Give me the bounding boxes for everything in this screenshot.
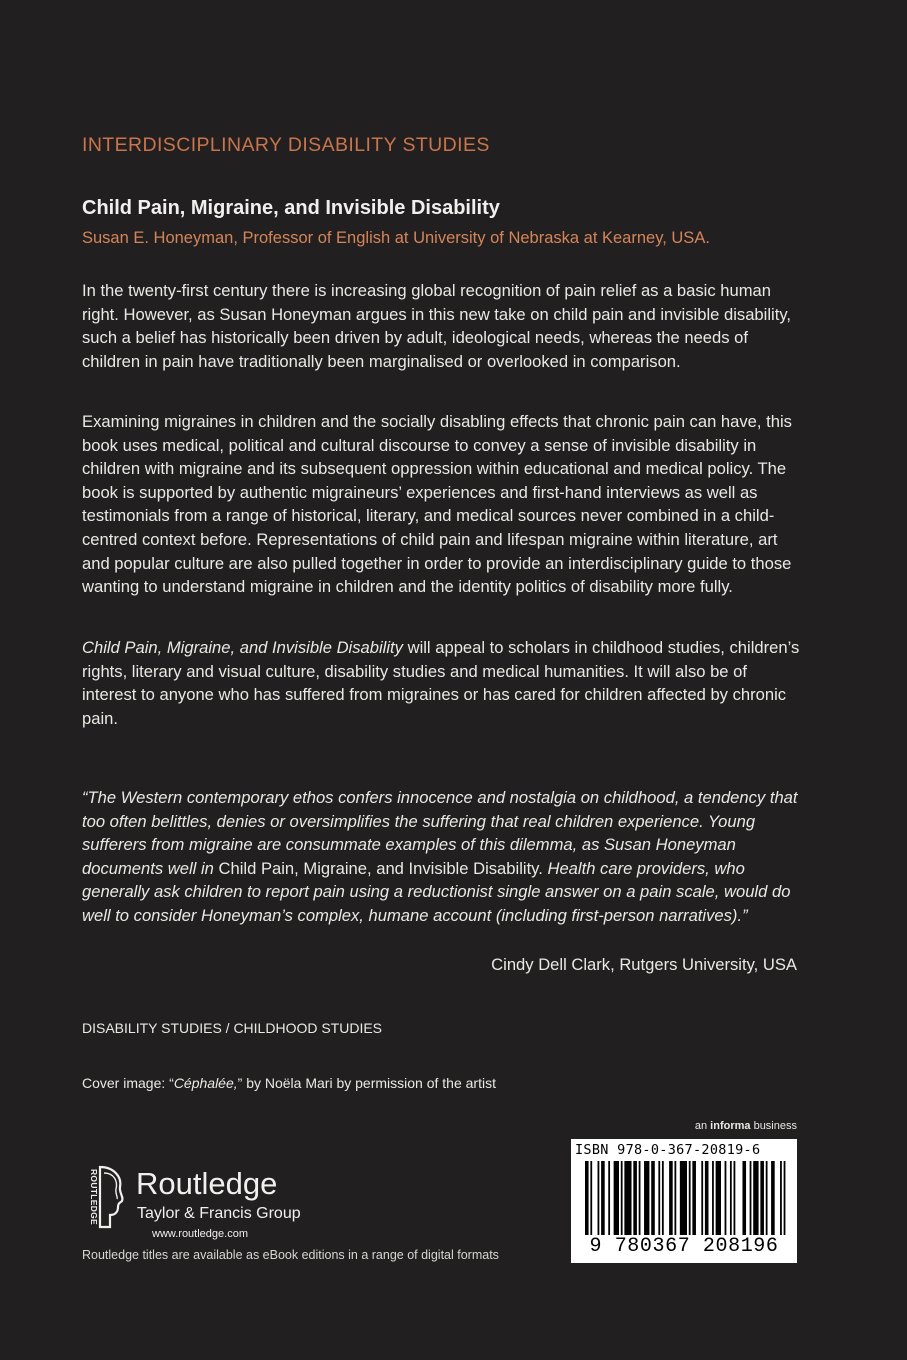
barcode-bar-32 xyxy=(780,1161,782,1239)
barcode-bar-26 xyxy=(742,1161,746,1239)
barcode-bars xyxy=(585,1161,789,1239)
informa-brand: informa xyxy=(710,1120,751,1132)
publisher-name: Routledge xyxy=(136,1166,278,1201)
author-line: Susan E. Honeyman, Professor of English at University of Nebraska at Kearney, USA. xyxy=(82,229,710,247)
barcode-bar-11 xyxy=(651,1161,655,1239)
informa-prefix: an xyxy=(694,1120,711,1132)
quote-text-2: Health care providers, who generally ask children to report pain using a reductionist single answer on a pain scale, would do well to consider Honeyman’s complex, humane account (including first-person narratives).” xyxy=(82,858,791,925)
publisher-url: www.routledge.com xyxy=(152,1228,248,1240)
paragraph-rest: will appeal to scholars in childhood studies, children’s rights, literary and visual culture, disability studies and medical humanities. It will also be of interest to anyone who has suffered from migraines or has cared for children affected by chronic pain. xyxy=(82,638,800,728)
cover-image-credit xyxy=(82,1075,496,1091)
credit-suffix: ” by Noëla Mari by permission of the artist xyxy=(237,1075,496,1091)
paragraph-text: Examining migraines in children and the socially disabling effects that chronic pain can have, this book uses medical, political and cultural discourse to convey a sense of invisible disability in children with migraine and its subsequent oppression within educational and medical policy. The book is supported by authentic migraineurs’ experiences and first-hand interviews as well as testimonials from a range of historical, literary, and medical sources never combined in a child-centred context before. Representations of child pain and lifespan migraine within literature, art and popular culture are also pulled together in order to provide an interdisciplinary guide to those wanting to understand migraine in children and the identity politics of disability more fully. xyxy=(82,412,792,597)
barcode-bar-7 xyxy=(624,1161,631,1239)
barcode-bar-10 xyxy=(644,1161,649,1239)
barcode-bar-24 xyxy=(730,1161,732,1239)
quote-text-1: “The Western contemporary ethos confers innocence and nostalgia on childhood, a tendency that too often belittles, denies or oversimplifies the suffering that real children experience. Young sufferers from migraine are consummate examples of this dilemma, as Susan Honeyman documents well in xyxy=(82,788,798,878)
barcode-bar-28 xyxy=(753,1161,758,1239)
isbn-barcode xyxy=(571,1139,797,1263)
logo-text: ROUTLEDGE xyxy=(89,1168,99,1226)
paragraph-text: In the twenty-first century there is increasing global recognition of pain relief as a basic human right. However, as Susan Honeyman argues in this new take on child pain and invisible disability, such a belief has historically been driven by adult, ideological needs, whereas the needs of children in pain have traditionally been marginalised or overlooked in comparison. xyxy=(82,281,792,371)
book-title-inline: Child Pain, Migraine, and Invisible Disability xyxy=(82,638,403,657)
barcode-bar-14 xyxy=(669,1161,673,1239)
description-paragraph-1 xyxy=(82,279,802,373)
barcode-bar-6 xyxy=(621,1161,623,1239)
barcode-bar-8 xyxy=(633,1161,637,1239)
series-heading: INTERDISCIPLINARY DISABILITY STUDIES xyxy=(82,134,490,156)
endorsement-quote xyxy=(82,786,802,928)
informa-suffix: business xyxy=(750,1120,797,1132)
quote-attribution: Cindy Dell Clark, Rutgers University, USA xyxy=(491,955,797,974)
barcode-bar-9 xyxy=(639,1161,641,1239)
barcode-bar-21 xyxy=(712,1161,714,1239)
barcode-bar-3 xyxy=(601,1161,605,1239)
routledge-logo-icon xyxy=(80,1163,126,1231)
barcode-bar-33 xyxy=(784,1161,786,1239)
barcode-bar-20 xyxy=(705,1161,709,1239)
barcode-bar-18 xyxy=(692,1161,696,1239)
quote-book-title: Child Pain, Migraine, and Invisible Disability. xyxy=(218,858,543,878)
informa-tagline xyxy=(695,1120,797,1132)
barcode-bar-2 xyxy=(598,1161,600,1239)
barcode-bar-1 xyxy=(590,1161,592,1239)
subject-categories: DISABILITY STUDIES / CHILDHOOD STUDIES xyxy=(82,1020,383,1036)
barcode-bar-29 xyxy=(760,1161,764,1239)
paragraph-text xyxy=(82,636,802,730)
barcode-bar-4 xyxy=(608,1161,610,1239)
description-paragraph-2 xyxy=(82,410,802,599)
ebook-note: Routledge titles are available as eBook editions in a range of digital formats xyxy=(82,1248,499,1262)
credit-prefix: Cover image: “ xyxy=(82,1075,174,1091)
barcode-bar-13 xyxy=(662,1161,664,1239)
barcode-bar-17 xyxy=(689,1161,691,1239)
barcode-bar-31 xyxy=(771,1161,775,1239)
barcode-bar-5 xyxy=(614,1161,619,1239)
publisher-group: Taylor & Francis Group xyxy=(137,1205,301,1222)
barcode-bar-27 xyxy=(750,1161,752,1239)
barcode-bar-22 xyxy=(716,1161,721,1239)
barcode-bar-0 xyxy=(585,1161,589,1239)
barcode-bar-12 xyxy=(658,1161,660,1239)
book-title: Child Pain, Migraine, and Invisible Disability xyxy=(82,197,500,219)
barcode-bar-15 xyxy=(674,1161,676,1239)
barcode-bar-19 xyxy=(701,1161,703,1239)
credit-work: Céphalée, xyxy=(173,1075,238,1091)
barcode-bar-30 xyxy=(766,1161,768,1239)
isbn-text: ISBN 978-0-367-20819-6 xyxy=(575,1142,761,1158)
barcode-bar-25 xyxy=(734,1161,736,1239)
barcode-bar-23 xyxy=(725,1161,727,1239)
barcode-digits: 9 780367 208196 xyxy=(573,1235,795,1258)
description-paragraph-3 xyxy=(82,636,802,730)
barcode-bar-16 xyxy=(680,1161,687,1239)
